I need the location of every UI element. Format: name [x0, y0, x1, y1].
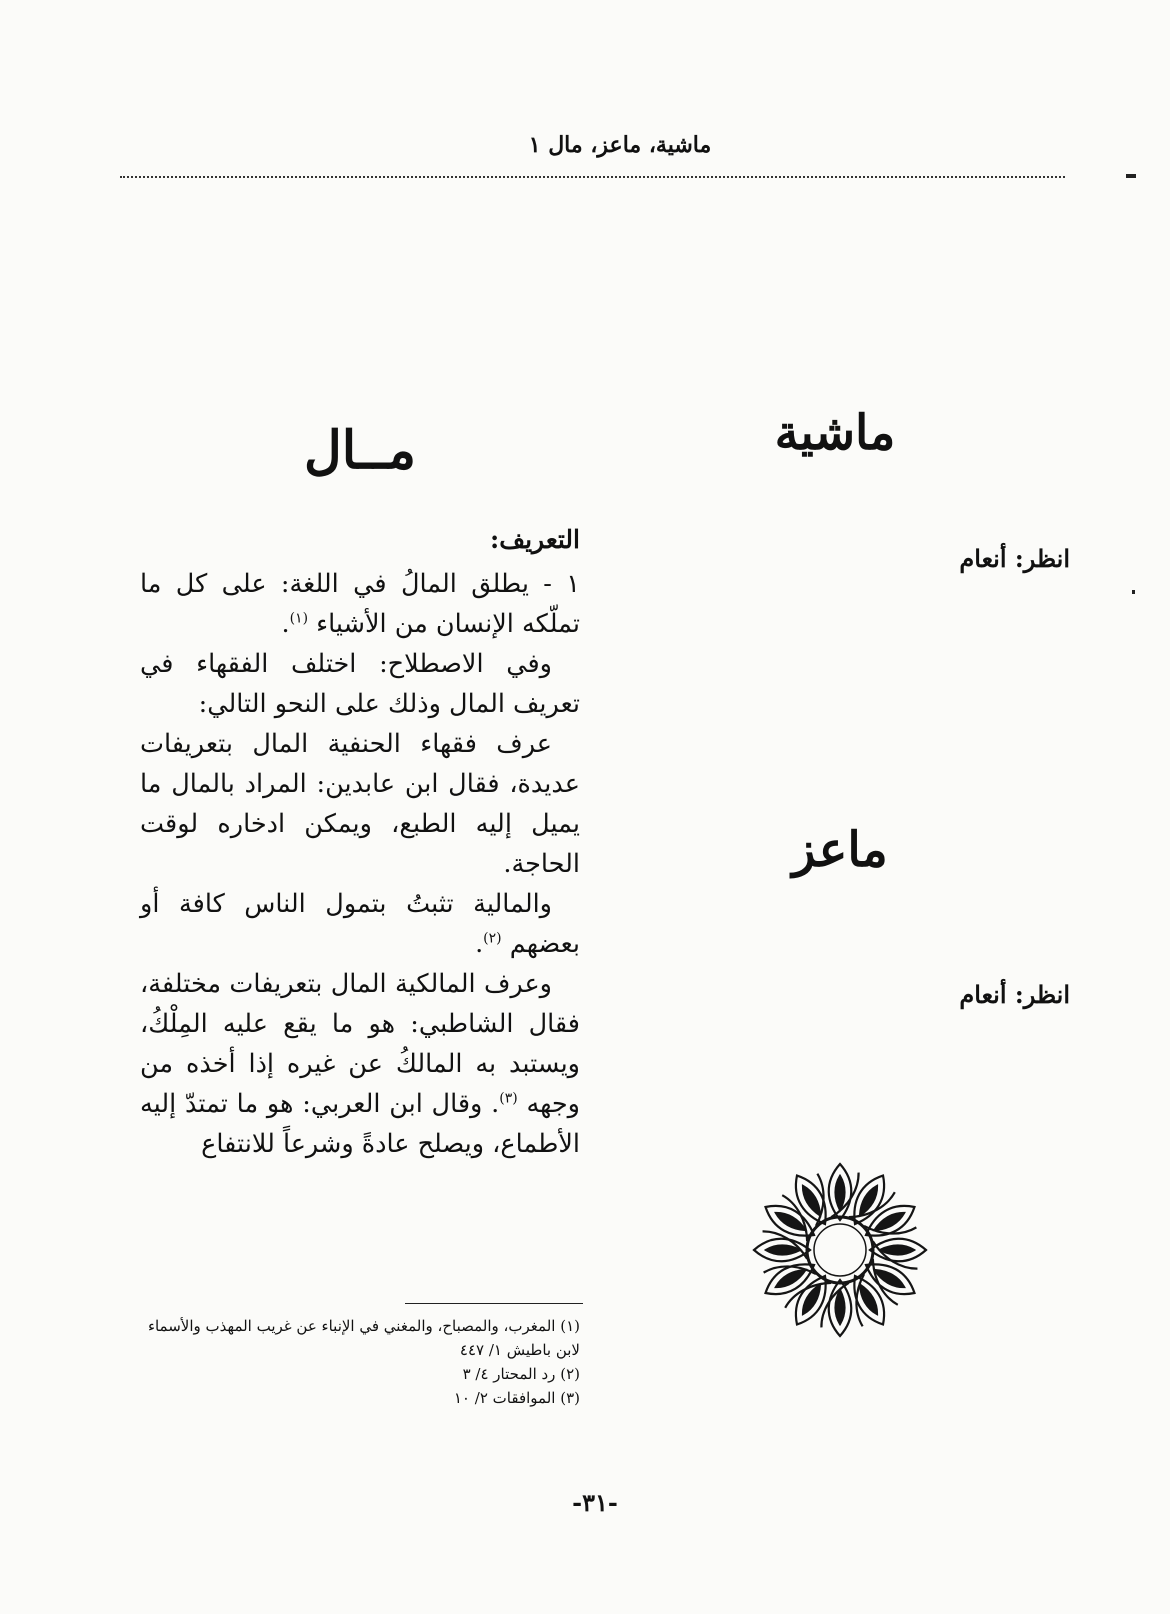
paragraph-text: والمالية تثبتُ بتمول الناس كافة أو بعضهم: [140, 889, 580, 959]
ornament-petal-inner: [774, 1266, 808, 1291]
ornament-petal-inner: [799, 1184, 824, 1218]
star-ornament-icon: [750, 1160, 930, 1340]
ornament-petal-inner: [836, 1176, 845, 1210]
page-number: -٣١-: [572, 1488, 618, 1517]
ornament-petal-inner: [872, 1209, 906, 1234]
ornament-petal-inner: [836, 1290, 845, 1324]
paragraph-text: وفي الاصطلاح: اختلف الفقهاء في تعريف المال وذلك على النحو التالي:: [140, 649, 580, 719]
running-title: ماشية، ماعز، مال ١: [528, 132, 712, 158]
entry-title-mal: مــال: [304, 420, 416, 481]
entry-title-mashiya: ماشية: [774, 405, 896, 461]
paragraph-text: وعرف المالكية المال بتعريفات مختلفة، فقال الشاطبي: هو ما يقع عليه المِلْكُ، ويستبد به المالكُ عن غيره إذا أخذه من وجهه: [140, 969, 580, 1119]
see-also-mashiya: انظر: أنعام: [959, 544, 1070, 573]
footnote-text: رد المحتار ٤/ ٣: [462, 1365, 556, 1383]
header-divider: [120, 176, 1065, 178]
footnote: [140, 1362, 580, 1386]
paragraph-5: [140, 964, 580, 1164]
edge-mark-middle: [1132, 590, 1135, 594]
ornament-petal-inner: [766, 1246, 800, 1255]
running-header: [120, 132, 1120, 158]
footnote-divider: [405, 1303, 583, 1304]
paragraph-continuation: . وقال ابن العربي: هو ما تمتدّ إليه الأطماع، ويصلح عادةً وشرعاً للانتفاع: [140, 1089, 580, 1159]
footnote-number: (١): [560, 1317, 580, 1335]
paragraph-3: [140, 724, 580, 884]
footnote-text: المغرب، والمصباح، والمغني في الإنباء عن غريب المهذب والأسماء لابن باطيش ١/ ٤٤٧: [147, 1317, 580, 1359]
see-also-maaz: انظر: أنعام: [959, 980, 1070, 1009]
footnote-number: (٣): [560, 1389, 580, 1407]
edge-mark-top: [1126, 174, 1136, 178]
section-heading: التعريف:: [489, 525, 580, 554]
footnotes: [140, 1314, 580, 1410]
footnote-ref: (٣): [499, 1090, 518, 1107]
footnote-ref: (١): [289, 610, 309, 627]
entry-body: [140, 520, 580, 1164]
entry-title-maaz: ماعز: [792, 822, 888, 878]
ornament-petal-inner: [856, 1282, 881, 1316]
paragraph-text: ١ - يطلق المالُ في اللغة: على كل ما تملّكه الإنسان من الأشياء: [140, 569, 580, 639]
ornament-petal-inner: [880, 1246, 914, 1255]
paragraph-text: عرف فقهاء الحنفية المال بتعريفات عديدة، فقال ابن عابدين: المراد بالمال ما يميل إليه الطبع، ويمكن ادخاره لوقت الحاجة.: [140, 729, 580, 879]
footnote-ref: (٢): [483, 930, 502, 947]
footnote-text: الموافقات ٢/ ١٠: [453, 1389, 556, 1407]
footnote: [140, 1314, 580, 1362]
paragraph-4: والمالية تثبتُ بتمول الناس كافة أو بعضهم $^{(٢)}$.: [140, 889, 580, 959]
paragraph-2: [140, 644, 580, 724]
footnote: [140, 1386, 580, 1410]
footnote-number: (٢): [560, 1365, 580, 1383]
paragraph-1: ١ - يطلق المالُ في اللغة: على كل ما تملّكه الإنسان من الأشياء $^{(١)}$.: [140, 569, 580, 639]
